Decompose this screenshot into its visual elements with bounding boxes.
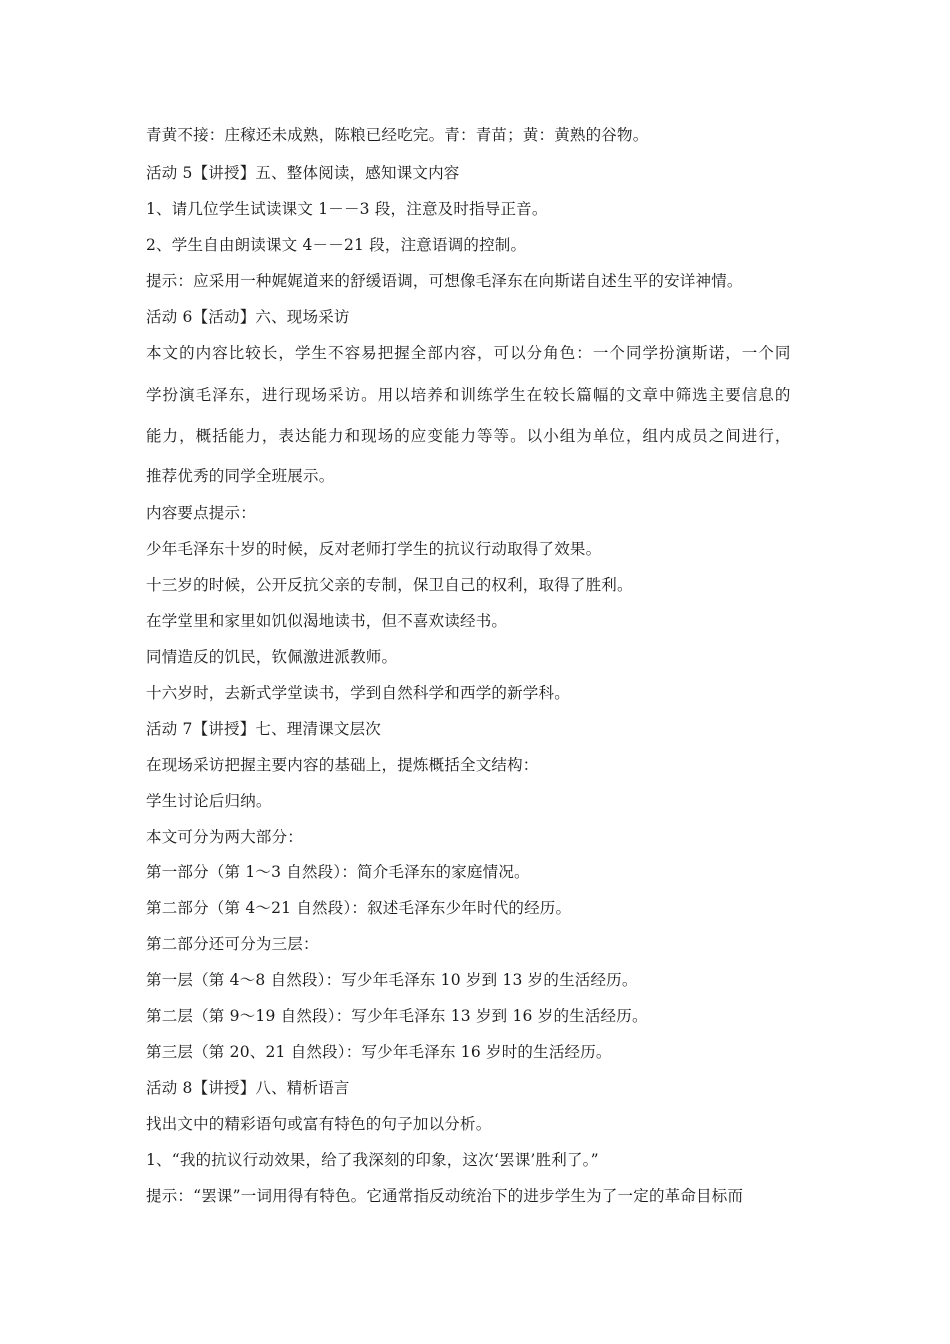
text-line: 找出文中的精彩语句或富有特色的句子加以分析。 xyxy=(146,1115,492,1133)
text-line: 2、学生自由朗读课文 4－－21 段，注意语调的控制。 xyxy=(146,236,527,254)
text-line: 第二层（第 9～19 自然段）：写少年毛泽东 13 岁到 16 岁的生活经历。 xyxy=(146,1007,648,1025)
text-line: 本文的内容比较长，学生不容易把握全部内容，可以分角色：一个同学扮演斯诺，一个同 xyxy=(146,344,792,362)
text-line: 学生讨论后归纳。 xyxy=(146,792,272,810)
activity-heading: 活动 7【讲授】七、理清课文层次 xyxy=(146,720,381,738)
text-line: 1、请几位学生试读课文 1－－3 段，注意及时指导正音。 xyxy=(146,200,548,218)
text-line: 同情造反的饥民，钦佩激进派教师。 xyxy=(146,648,398,666)
text-line: 提示：“罢课”一词用得有特色。它通常指反动统治下的进步学生为了一定的革命目标而 xyxy=(146,1187,744,1205)
text-line: 内容要点提示： xyxy=(146,504,256,522)
text-line: 第二部分还可分为三层： xyxy=(146,935,319,953)
text-line: 在现场采访把握主要内容的基础上，提炼概括全文结构： xyxy=(146,756,539,774)
text-line: 十三岁的时候，公开反抗父亲的专制，保卫自己的权利，取得了胜利。 xyxy=(146,576,633,594)
activity-heading: 活动 5【讲授】五、整体阅读，感知课文内容 xyxy=(146,164,460,182)
text-line: 第一层（第 4～8 自然段）：写少年毛泽东 10 岁到 13 岁的生活经历。 xyxy=(146,971,638,989)
text-line: 少年毛泽东十岁的时候，反对老师打学生的抗议行动取得了效果。 xyxy=(146,540,602,558)
text-line: 在学堂里和家里如饥似渴地读书，但不喜欢读经书。 xyxy=(146,612,508,630)
text-line: 推荐优秀的同学全班展示。 xyxy=(146,467,335,485)
text-line: 1、“我的抗议行动效果，给了我深刻的印象，这次‘罢课’胜利了。” xyxy=(146,1151,599,1169)
text-line: 青黄不接：庄稼还未成熟，陈粮已经吃完。青：青苗；黄：黄熟的谷物。 xyxy=(146,126,649,144)
activity-heading: 活动 8【讲授】八、精析语言 xyxy=(146,1079,350,1097)
text-line: 第二部分（第 4～21 自然段）：叙述毛泽东少年时代的经历。 xyxy=(146,899,572,917)
text-line: 第三层（第 20、21 自然段）：写少年毛泽东 16 岁时的生活经历。 xyxy=(146,1043,612,1061)
text-line: 学扮演毛泽东，进行现场采访。用以培养和训练学生在较长篇幅的文章中筛选主要信息的 xyxy=(146,386,792,404)
text-line: 能力，概括能力，表达能力和现场的应变能力等等。以小组为单位，组内成员之间进行， xyxy=(146,427,792,445)
text-line: 本文可分为两大部分： xyxy=(146,828,304,846)
text-line: 第一部分（第 1～3 自然段）：简介毛泽东的家庭情况。 xyxy=(146,863,530,881)
text-line: 提示：应采用一种娓娓道来的舒缓语调，可想像毛泽东在向斯诺自述生平的安详神情。 xyxy=(146,272,743,290)
text-line: 十六岁时，去新式学堂读书，学到自然科学和西学的新学科。 xyxy=(146,684,570,702)
activity-heading: 活动 6【活动】六、现场采访 xyxy=(146,308,350,326)
